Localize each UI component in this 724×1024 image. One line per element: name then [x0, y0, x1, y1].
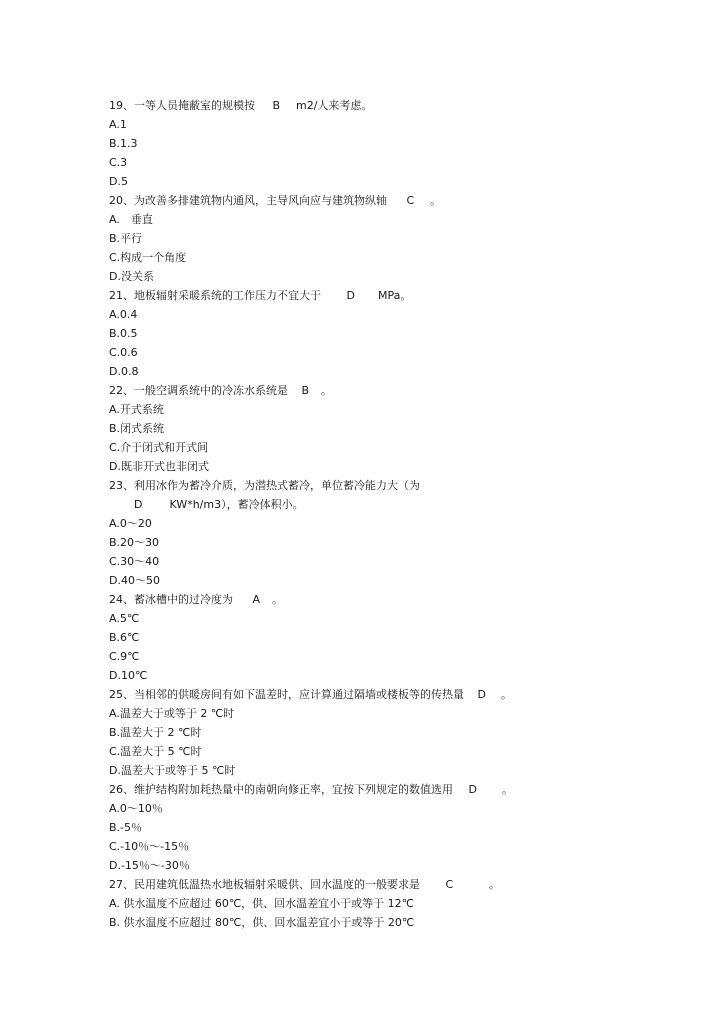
stem-text: 。 — [321, 384, 332, 397]
stem-text: 21、地板辐射采暖系统的工作压力不宜大于 — [109, 289, 321, 302]
option-item: A. 垂直 — [109, 213, 153, 226]
stem-text: 。 — [272, 593, 283, 606]
option-item: C.介于闭式和开式间 — [109, 441, 209, 454]
answer-blank: A — [252, 593, 261, 606]
stem-text: 。 — [501, 688, 512, 701]
option-item: B.温差大于 2 ℃时 — [109, 726, 202, 739]
question-stem — [109, 384, 332, 398]
option-item: B.平行 — [109, 232, 143, 245]
question-stem — [109, 289, 411, 303]
option-item: B.闭式系统 — [109, 422, 165, 435]
option-item: B. 供水温度不应超过 80℃，供、回水温差宜小于或等于 20℃ — [109, 916, 415, 929]
option-item: D.5 — [109, 175, 128, 188]
option-item: A.1 — [109, 118, 127, 131]
stem-text: 24、蓄冰槽中的过冷度为 — [109, 593, 233, 606]
option-item: B.-5％ — [109, 821, 143, 834]
answer-blank: B — [272, 99, 281, 112]
question-stem — [109, 783, 513, 797]
question-stem — [109, 99, 372, 113]
option-item: A.5℃ — [109, 612, 140, 625]
option-item: A.开式系统 — [109, 403, 164, 416]
option-item: D.既非开式也非闭式 — [109, 460, 209, 473]
stem-text: 25、当相邻的供暖房间有如下温差时，应计算通过隔墙或楼板等的传热量 — [109, 688, 464, 701]
question-stem: 23、利用冰作为蓄冷介质，为潜热式蓄冷，单位蓄冷能力大（为 — [109, 479, 420, 492]
option-item: C.3 — [109, 156, 128, 169]
option-item: A.0～20 — [109, 517, 152, 530]
question-stem-continued — [134, 498, 304, 512]
option-item: D.40～50 — [109, 574, 160, 587]
answer-blank: D — [468, 783, 477, 796]
stem-text: m2/人来考虑。 — [296, 99, 373, 112]
option-item: A.0～10％ — [109, 802, 163, 815]
stem-text: 。 — [430, 194, 441, 207]
stem-text: MPa。 — [378, 289, 412, 302]
option-item: A. 供水温度不应超过 60℃，供、回水温差宜小于或等于 12℃ — [109, 897, 415, 910]
option-item: B.1.3 — [109, 137, 138, 150]
option-item: A.0.4 — [109, 308, 138, 321]
question-stem — [109, 878, 500, 892]
answer-blank: D — [134, 498, 143, 511]
stem-text: 20、为改善多排建筑物内通风，主导风向应与建筑物纵轴 — [109, 194, 387, 207]
option-item: C.-10％～-15％ — [109, 840, 190, 853]
option-item: D.-15％～-30％ — [109, 859, 190, 872]
answer-blank: D — [346, 289, 355, 302]
stem-text: 。 — [502, 783, 513, 796]
option-item: D.10℃ — [109, 669, 148, 682]
stem-text: 19、一等人员掩蔽室的规模按 — [109, 99, 255, 112]
question-stem — [109, 194, 441, 208]
answer-blank: D — [477, 688, 486, 701]
option-item: D.0.8 — [109, 365, 139, 378]
question-stem — [109, 688, 512, 702]
option-item: C.0.6 — [109, 346, 138, 359]
stem-text: 27、民用建筑低温热水地板辐射采暖供、回水温度的一般要求是 — [109, 878, 420, 891]
option-item: D.温差大于或等于 5 ℃时 — [109, 764, 236, 777]
option-item: B.0.5 — [109, 327, 138, 340]
option-item: A.温差大于或等于 2 ℃时 — [109, 707, 235, 720]
question-stem — [109, 593, 283, 607]
option-item: C.9℃ — [109, 650, 140, 663]
option-item: C.构成一个角度 — [109, 251, 187, 264]
option-item: B.6℃ — [109, 631, 140, 644]
stem-text: 。 — [489, 878, 500, 891]
option-item: C.温差大于 5 ℃时 — [109, 745, 202, 758]
answer-blank: B — [301, 384, 310, 397]
stem-text: 22、一般空调系统中的冷冻水系统是 — [109, 384, 288, 397]
option-item: C.30～40 — [109, 555, 160, 568]
stem-text: KW*h/m3），蓄冷体积小。 — [169, 498, 304, 511]
stem-text: 26、维护结构附加耗热量中的南朝向修正率，宜按下列规定的数值选用 — [109, 783, 453, 796]
option-item: B.20～30 — [109, 536, 160, 549]
answer-blank: C — [445, 878, 454, 891]
answer-blank: C — [406, 194, 415, 207]
option-item: D.没关系 — [109, 270, 154, 283]
